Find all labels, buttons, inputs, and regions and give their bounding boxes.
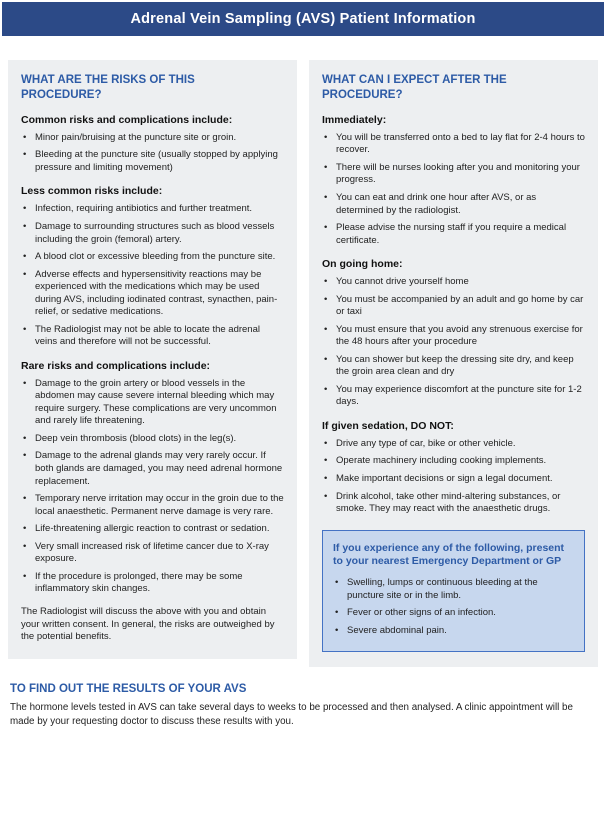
common-risks-title: Common risks and complications include:	[21, 113, 233, 126]
rare-risks-title: Rare risks and complications include:	[21, 359, 211, 372]
document-title: Adrenal Vein Sampling (AVS) Patient Information	[130, 11, 476, 27]
list-item: • Bleeding at the puncture site (usually stopped by applying pressure and limiting movement)	[21, 149, 284, 174]
emergency-alert-list	[333, 577, 574, 637]
emergency-alert-box	[322, 530, 585, 653]
list-item: • Severe abdominal pain.	[333, 625, 574, 638]
risks-closing-note: The Radiologist will discuss the above with you and obtain your written consent. In general, the risks are outweighed by the potential benefits.	[21, 605, 275, 643]
list-item: • Drive any type of car, bike or other vehicle.	[322, 438, 585, 451]
list-item: • Damage to surrounding structures such as blood vessels including the groin (femoral) artery.	[21, 221, 284, 246]
list-item: • You can eat and drink one hour after AVS, or as determined by the radiologist.	[322, 192, 585, 217]
sedation-title: If given sedation, DO NOT:	[322, 419, 454, 432]
list-item: • Damage to the groin artery or blood vessels in the abdomen may cause severe internal bleeding which may require surgery. These complications are very uncommon and rarely life threatening.	[21, 378, 284, 428]
list-item: • Deep vein thrombosis (blood clots) in the leg(s).	[21, 433, 284, 446]
list-item: • Please advise the nursing staff if you require a medical certificate.	[322, 222, 585, 247]
list-item: • If the procedure is prolonged, there may be some inflammatory skin changes.	[21, 571, 284, 596]
list-item: • A blood clot or excessive bleeding from the puncture site.	[21, 251, 284, 264]
list-item: • Swelling, lumps or continuous bleeding at the puncture site or in the limb.	[333, 577, 574, 602]
list-item: • You may experience discomfort at the puncture site for 1-2 days.	[322, 384, 585, 409]
results-heading: TO FIND OUT THE RESULTS OF YOUR AVS	[10, 683, 247, 696]
list-item: • You cannot drive yourself home	[322, 276, 585, 289]
list-item: • Fever or other signs of an infection.	[333, 607, 574, 620]
list-item: • You can shower but keep the dressing site dry, and keep the groin area clean and dry	[322, 354, 585, 379]
list-item: • Life-threatening allergic reaction to contrast or sedation.	[21, 523, 284, 536]
going-home-list	[322, 276, 585, 409]
risks-panel	[8, 60, 297, 659]
list-item: • Temporary nerve irritation may occur in the groin due to the local anaesthetic. Permanent nerve damage is very rare.	[21, 493, 284, 518]
list-item: • You must ensure that you avoid any strenuous exercise for the 48 hours after your procedure	[322, 324, 585, 349]
rare-risks-list	[21, 378, 284, 596]
common-risks-list	[21, 132, 284, 175]
less-common-risks-list	[21, 203, 284, 348]
list-item: • Drink alcohol, take other mind-altering substances, or smoke. They may react with the anaesthetic drugs.	[322, 491, 585, 516]
immediately-list	[322, 132, 585, 247]
list-item: • Adverse effects and hypersensitivity reactions may be experienced with the medications which may be used during AVS, including iodinated contrast, synacthen, pain-relief, or sedative medications.	[21, 269, 284, 319]
list-item: • Operate machinery including cooking implements.	[322, 455, 585, 468]
document-title-bar	[2, 2, 604, 36]
sedation-list	[322, 438, 585, 516]
list-item: • Make important decisions or sign a legal document.	[322, 473, 585, 486]
risks-heading: WHAT ARE THE RISKS OF THIS PROCEDURE?	[21, 74, 195, 101]
list-item: • Damage to the adrenal glands may very rarely occur. If both glands are damaged, you may need adrenal hormone replacement.	[21, 450, 284, 488]
list-item: • Minor pain/bruising at the puncture site or groin.	[21, 132, 284, 145]
after-procedure-panel	[309, 60, 598, 667]
list-item: • There will be nurses looking after you and monitoring your progress.	[322, 162, 585, 187]
emergency-alert-title: If you experience any of the following, present to your nearest Emergency Department or GP	[333, 541, 565, 568]
going-home-title: On going home:	[322, 258, 403, 271]
list-item: • The Radiologist may not be able to locate the adrenal veins and therefore will not be successful.	[21, 324, 284, 349]
list-item: • Infection, requiring antibiotics and further treatment.	[21, 203, 284, 216]
content-columns	[0, 36, 606, 667]
list-item: • Very small increased risk of lifetime cancer due to X-ray exposure.	[21, 541, 284, 566]
results-body: The hormone levels tested in AVS can take several days to weeks to be processed and then analysed. A clinic appointment will be made by your requesting doctor to discuss these results with you.	[10, 702, 573, 728]
immediately-title: Immediately:	[322, 113, 387, 126]
results-section	[0, 667, 606, 728]
less-common-risks-title: Less common risks include:	[21, 185, 163, 198]
list-item: • You must be accompanied by an adult and go home by car or taxi	[322, 294, 585, 319]
list-item: • You will be transferred onto a bed to lay flat for 2-4 hours to recover.	[322, 132, 585, 157]
after-heading: WHAT CAN I EXPECT AFTER THE PROCEDURE?	[322, 74, 507, 101]
